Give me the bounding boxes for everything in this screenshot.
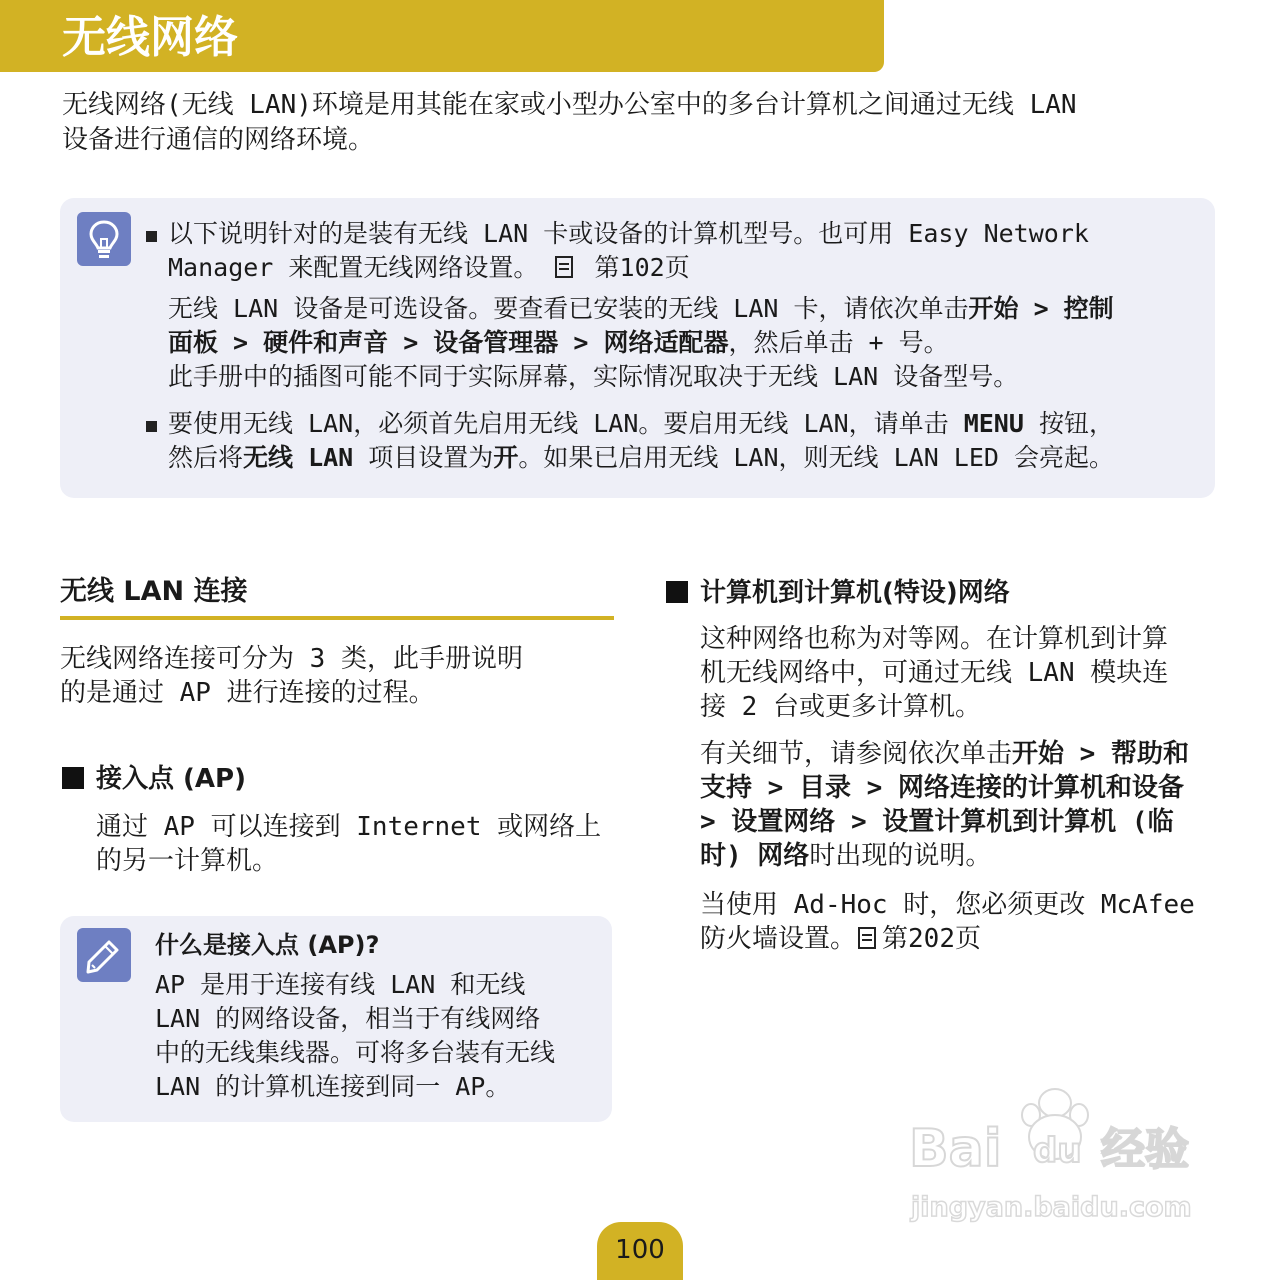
desc-text: 防火墙设置。 bbox=[700, 924, 857, 954]
pencil-icon bbox=[77, 928, 131, 982]
section-heading: 无线 LAN 连接 bbox=[60, 576, 248, 607]
menu-path: 时) 网络 bbox=[700, 841, 810, 871]
adhoc-p2 bbox=[700, 737, 1270, 873]
desc-line: 这种网络也称为对等网。在计算机到计算 bbox=[700, 624, 1169, 654]
watermark-du: du bbox=[1033, 1131, 1082, 1171]
lightbulb-icon bbox=[77, 212, 131, 266]
tip-text: Manager 来配置无线网络设置。 bbox=[168, 253, 539, 282]
tip-text: 按钮， bbox=[1038, 409, 1114, 438]
adhoc-heading-text: 计算机到计算机(特设)网络 bbox=[700, 578, 1010, 608]
intro-line: 无线网络(无线 LAN)环境是用其能在家或小型办公室中的多台计算机之间通过无线 LAN bbox=[62, 90, 1077, 120]
menu-path: 支持 > 目录 > 网络连接的计算机和设备 bbox=[700, 773, 1184, 803]
desc-text: 时出现的说明。 bbox=[809, 841, 992, 871]
watermark-url: jingyan.baidu.com bbox=[911, 1192, 1192, 1223]
tip-line bbox=[168, 251, 690, 285]
page-ref: 第202页 bbox=[882, 924, 981, 954]
desc-line bbox=[700, 839, 1270, 873]
tip-text: 然后将 bbox=[168, 443, 244, 472]
tip-line bbox=[168, 407, 1114, 441]
page-ref-icon bbox=[858, 927, 876, 949]
item-name: 无线 LAN bbox=[243, 443, 354, 472]
note-title: 什么是接入点 (AP)? bbox=[155, 931, 380, 959]
menu-path: > 设置网络 > 设置计算机到计算机 (临 bbox=[700, 807, 1174, 837]
adhoc-heading bbox=[666, 576, 1010, 610]
ap-heading-text: 接入点 (AP) bbox=[96, 764, 246, 794]
ap-heading bbox=[62, 762, 246, 796]
item-value: 开 bbox=[493, 443, 519, 472]
tip-line: 此手册中的插图可能不同于实际屏幕，实际情况取决于无线 LAN 设备型号。 bbox=[168, 362, 1019, 391]
tip-line bbox=[168, 326, 949, 360]
desc-line: 机无线网络中，可通过无线 LAN 模块连 bbox=[700, 658, 1169, 688]
tip-text: 。如果已启用无线 LAN，则无线 LAN LED 会亮起。 bbox=[518, 443, 1114, 472]
watermark-cn: 经验 bbox=[1101, 1124, 1189, 1175]
adhoc-p1 bbox=[700, 622, 1260, 724]
desc-line: 的另一计算机。 bbox=[96, 846, 279, 876]
page-ref: 第102页 bbox=[594, 253, 690, 282]
note-line: LAN 的计算机连接到同一 AP。 bbox=[155, 1072, 511, 1101]
ap-description bbox=[96, 810, 610, 878]
tip-text: 项目设置为 bbox=[368, 443, 494, 472]
list-bullet bbox=[146, 231, 157, 242]
square-bullet bbox=[62, 767, 84, 789]
menu-path: 面板 > 硬件和声音 > 设备管理器 > 网络适配器 bbox=[168, 328, 729, 357]
tip-line bbox=[168, 441, 1114, 475]
desc-line: 当使用 Ad-Hoc 时，您必须更改 McAfee bbox=[700, 890, 1195, 920]
note-body bbox=[155, 968, 605, 1104]
desc-line bbox=[700, 922, 1260, 956]
tip-text: ，然后单击 + 号。 bbox=[728, 328, 949, 357]
note-line: AP 是用于连接有线 LAN 和无线 bbox=[155, 970, 526, 999]
desc-line: 接 2 台或更多计算机。 bbox=[700, 692, 981, 722]
tip-text: 无线 LAN 设备是可选设备。要查看已安装的无线 LAN 卡，请依次单击 bbox=[168, 294, 969, 323]
desc-line: 通过 AP 可以连接到 Internet 或网络上 bbox=[96, 812, 602, 842]
menu-path: 开始 > 帮助和 bbox=[1012, 739, 1189, 769]
tip-text: 要使用无线 LAN，必须首先启用无线 LAN。要启用无线 LAN，请单击 bbox=[168, 409, 949, 438]
page-title: 无线网络 bbox=[62, 12, 238, 63]
intro-line: 设备进行通信的网络环境。 bbox=[62, 125, 375, 155]
intro-paragraph bbox=[62, 88, 1222, 158]
desc-line bbox=[700, 737, 1270, 771]
desc-line: 无线网络连接可分为 3 类，此手册说明 bbox=[60, 644, 523, 674]
desc-line: 的是通过 AP 进行连接的过程。 bbox=[60, 678, 435, 708]
menu-path: 开始 > 控制 bbox=[968, 294, 1114, 323]
baidu-watermark bbox=[905, 1085, 1205, 1235]
square-bullet bbox=[666, 581, 688, 603]
note-line: LAN 的网络设备，相当于有线网络 bbox=[155, 1004, 541, 1033]
desc-line bbox=[700, 805, 1270, 839]
adhoc-p3 bbox=[700, 888, 1260, 956]
section-divider bbox=[60, 616, 614, 620]
list-bullet bbox=[146, 421, 157, 432]
desc-line bbox=[700, 771, 1270, 805]
tip-line bbox=[168, 292, 1114, 326]
desc-text: 有关细节，请参阅依次单击 bbox=[700, 739, 1013, 769]
left-description bbox=[60, 642, 610, 710]
menu-key: MENU bbox=[963, 409, 1024, 438]
tip-line: 以下说明针对的是装有无线 LAN 卡或设备的计算机型号。也可用 Easy Network bbox=[168, 219, 1089, 248]
note-line: 中的无线集线器。可将多台装有无线 bbox=[155, 1038, 556, 1067]
page-number: 100 bbox=[615, 1235, 665, 1265]
watermark-brand: Bai bbox=[909, 1119, 1002, 1179]
page-ref-icon bbox=[555, 256, 573, 278]
